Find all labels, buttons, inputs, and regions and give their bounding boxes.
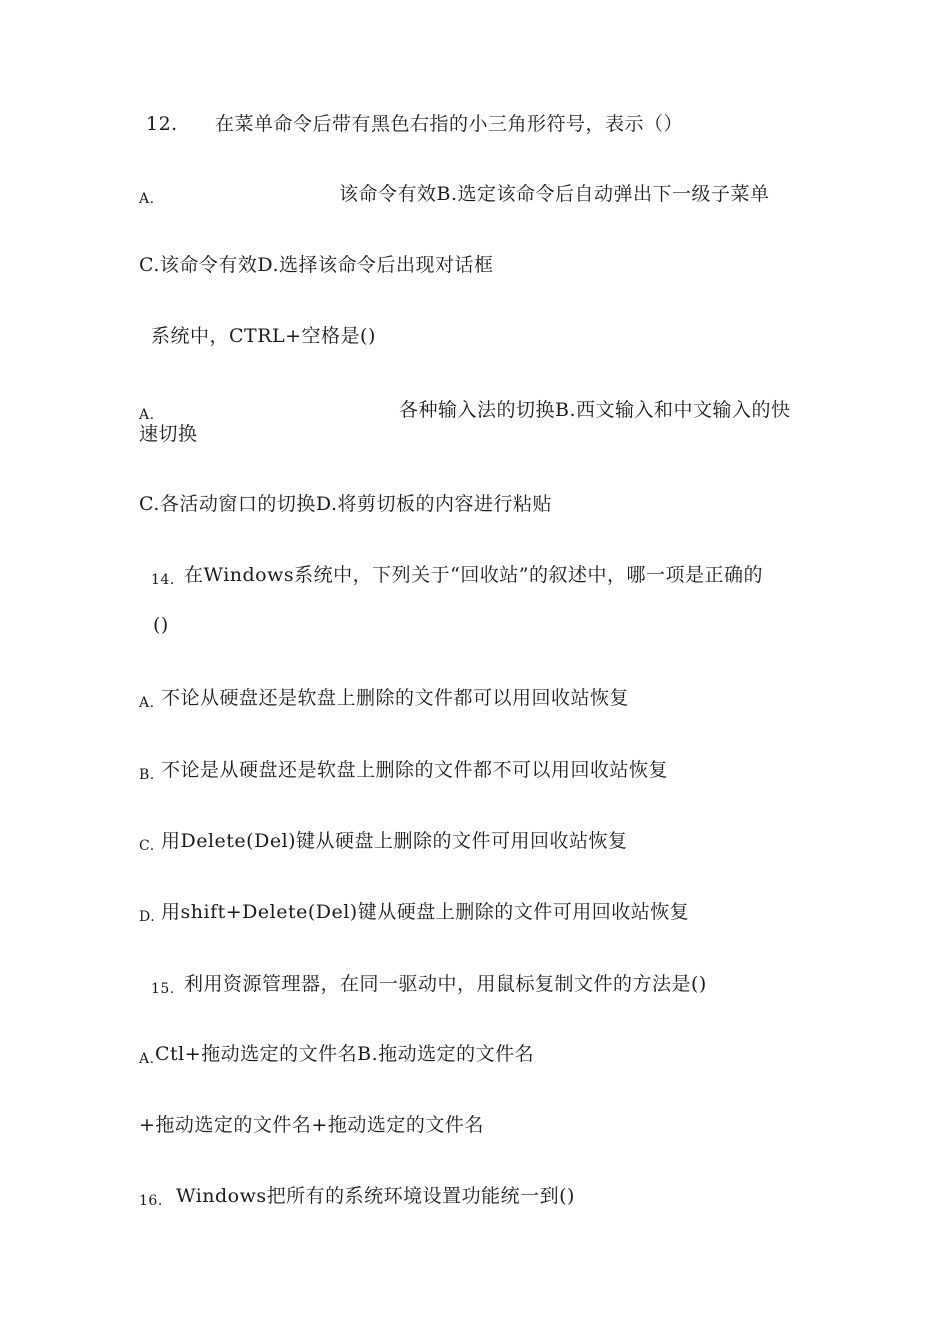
q15-stem: 利用资源管理器，在同一驱动中，用鼠标复制文件的方法是() [184,973,707,995]
q16-number: 16. [139,1193,163,1209]
q12-stem: 在菜单命令后带有黑色右指的小三角形符号，表示（） [215,113,684,135]
q15-option-a-label: A. [139,1051,155,1067]
q14-option-c-label: C. [139,838,155,854]
q12-options-cd: C.该命令有效D.选择该命令后出现对话框 [139,254,494,276]
q15-options-ab: Ctl+拖动选定的文件名B.拖动选定的文件名 [155,1043,535,1065]
q14-option-a-text: 不论从硬盘还是软盘上删除的文件都可以用回收站恢复 [161,687,630,709]
q13-stem: 系统中，CTRL+空格是() [151,325,376,347]
q12-stem-line [146,112,178,136]
q14-stem: 在Windows系统中，下列关于“回收站”的叙述中，哪一项是正确的 [184,564,764,586]
q14-paren: () [153,614,169,636]
q16-stem: Windows把所有的系统环境设置功能统一到() [176,1185,575,1207]
q15-options-cd: +拖动选定的文件名+拖动选定的文件名 [139,1114,484,1136]
q14-option-a-label: A. [139,695,155,711]
q12-number: 12. [146,113,178,135]
q12-option-a-label: A. [139,191,155,207]
q13-options-ab: 各种输入法的切换B.西文输入和中文输入的快 [399,399,791,421]
q14-number: 14. [151,572,175,588]
q14-option-d-text: 用shift+Delete(Del)键从硬盘上删除的文件可用回收站恢复 [161,901,690,923]
q13-options-ab-continued: 速切换 [139,423,198,445]
q14-option-b-label: B. [139,767,155,783]
q14-option-b-text: 不论是从硬盘还是软盘上删除的文件都不可以用回收站恢复 [161,759,669,781]
q13-option-a-label: A. [139,407,155,423]
q14-option-d-label: D. [139,909,156,925]
q12-options-ab: 该命令有效B.选定该命令后自动弹出下一级子菜单 [339,183,770,205]
q14-option-c-text: 用Delete(Del)键从硬盘上删除的文件可用回收站恢复 [161,830,628,852]
q13-options-cd: C.各活动窗口的切换D.将剪切板的内容进行粘贴 [139,493,552,515]
q15-number: 15. [151,981,175,997]
